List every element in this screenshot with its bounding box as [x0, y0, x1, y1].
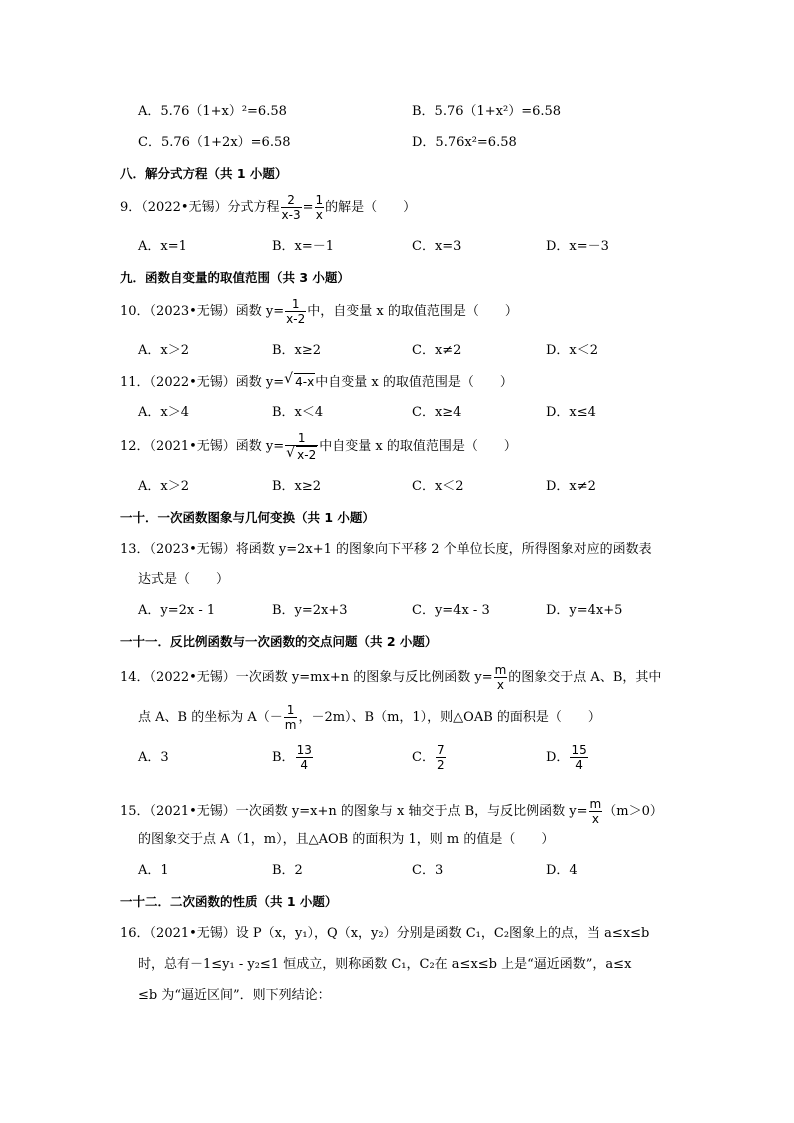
- q9-fraction-2-num: 1: [315, 193, 324, 207]
- q14-line-2-suffix: ，－2m）、B（m，1），则△OAB 的面积是（ ）: [298, 710, 601, 725]
- q14-fraction-1-over-m: [284, 703, 298, 732]
- q13-option-d[interactable]: D．y=4x+5: [546, 603, 623, 618]
- q13-option-c[interactable]: C．y=4x - 3: [412, 603, 490, 618]
- q11-prefix: 11．（2022•无锡）函数 y=: [120, 375, 285, 390]
- q14-option-b[interactable]: [272, 740, 314, 776]
- q9-prefix: 9．（2022•无锡）分式方程: [120, 200, 280, 215]
- sqrt-symbol-icon: √: [284, 371, 294, 387]
- q12-sqrt: [286, 446, 317, 462]
- q8-option-b[interactable]: B．5.76（1+x²）=6.58: [412, 104, 562, 119]
- section-heading-8: 八．解分式方程（共 1 小题）: [120, 166, 288, 181]
- q10-option-d[interactable]: D．x＜2: [546, 343, 599, 358]
- section-heading-11: 一十一．反比例函数与一次函数的交点问题（共 2 小题）: [120, 634, 438, 649]
- q14-fraction-m-over-x: [494, 663, 508, 692]
- q11-option-a[interactable]: A．x＞4: [138, 405, 189, 420]
- q14-option-d-label: D．: [546, 750, 570, 765]
- q14-fraction-2-num: 1: [284, 703, 298, 718]
- q15-option-c[interactable]: C．3: [412, 863, 444, 878]
- q14-option-d-num: 15: [571, 743, 587, 757]
- section-heading-10: 一十．一次函数图象与几何变换（共 1 小题）: [120, 510, 375, 525]
- q12-fraction-num: 1: [285, 431, 318, 446]
- q12-suffix: 中自变量 x 的取值范围是（ ）: [319, 439, 517, 454]
- q15-option-d[interactable]: D．4: [546, 863, 578, 878]
- q10-option-a[interactable]: A．x＞2: [138, 343, 189, 358]
- question-15-line-2: 的图象交于点 A（1，m），且△AOB 的面积为 1，则 m 的值是（ ）: [138, 832, 555, 847]
- q15-line-1-prefix: 15．（2021•无锡）一次函数 y=x+n 的图象与 x 轴交于点 B，与反比例函数 y=: [120, 804, 588, 819]
- q8-option-a[interactable]: A．5.76（1+x）²=6.58: [138, 104, 287, 119]
- q8-option-d[interactable]: D．5.76x²=6.58: [412, 135, 517, 150]
- q11-option-d[interactable]: D．x≤4: [546, 405, 596, 420]
- q12-fraction-den: [285, 446, 318, 462]
- q15-line-1-suffix: （m＞0）: [603, 804, 663, 819]
- section-heading-9: 九．函数自变量的取值范围（共 3 小题）: [120, 270, 350, 285]
- q9-fraction-2-den: x: [315, 208, 323, 222]
- q9-equals: =: [302, 200, 314, 215]
- q14-fraction-2-den: m: [284, 718, 297, 732]
- question-16-line-1: 16．（2021•无锡）设 P（x，y₁），Q（x，y₂）分别是函数 C₁，C₂图象上的点，当 a≤x≤b: [120, 926, 650, 941]
- q9-fraction-2: [315, 193, 325, 222]
- q14-line-1-suffix: 的图象交于点 A、B，其中: [508, 670, 662, 685]
- question-10: [120, 294, 518, 330]
- q12-fraction: [285, 431, 318, 462]
- question-9: [120, 190, 416, 226]
- q14-option-d[interactable]: [546, 740, 589, 776]
- question-13-line-1: 13．（2023•无锡）将函数 y=2x+1 的图象向下平移 2 个单位长度，所得图象对应的函数表: [120, 542, 652, 557]
- q9-option-d[interactable]: D．x=－3: [546, 239, 609, 254]
- question-11: [120, 372, 513, 393]
- q11-radicand: 4-x: [295, 375, 315, 389]
- question-16-line-2: 时，总有－1≤y₁ - y₂≤1 恒成立，则称函数 C₁，C₂在 a≤x≤b 上是“逼近函数”，a≤x: [138, 957, 632, 972]
- q15-option-b[interactable]: B．2: [272, 863, 303, 878]
- q14-option-b-fraction: [296, 743, 313, 772]
- q14-option-b-num: 13: [296, 743, 312, 757]
- q14-option-d-fraction: [570, 743, 587, 772]
- question-13-line-2: 达式是（ ）: [138, 572, 230, 587]
- q9-fraction-1-num: 2: [281, 193, 302, 208]
- q14-option-c-label: C．: [412, 750, 435, 765]
- q10-suffix: 中，自变量 x 的取值范围是（ ）: [307, 304, 518, 319]
- q14-option-c-den: 2: [436, 758, 445, 772]
- q15-fraction-num: m: [589, 797, 602, 811]
- q15-fraction-den: x: [591, 812, 599, 826]
- question-14-line-2: [138, 700, 601, 736]
- q11-sqrt: [284, 372, 315, 392]
- q9-fraction-1-den: x-3: [281, 208, 301, 222]
- q11-option-b[interactable]: B．x＜4: [272, 405, 324, 420]
- q14-option-a[interactable]: A．3: [138, 750, 169, 765]
- question-15-line-1: [120, 794, 663, 830]
- q12-option-d[interactable]: D．x≠2: [546, 479, 596, 494]
- q12-option-a[interactable]: A．x＞2: [138, 479, 189, 494]
- section-heading-12: 一十二．二次函数的性质（共 1 小题）: [120, 894, 338, 909]
- sqrt-symbol-icon: √: [286, 445, 296, 461]
- q10-option-b[interactable]: B．x≥2: [272, 343, 322, 358]
- q14-fraction-1-num: m: [494, 663, 507, 677]
- question-12: [120, 428, 517, 466]
- q14-option-c-num: 7: [436, 743, 445, 757]
- q9-fraction-1: [281, 193, 302, 222]
- q10-prefix: 10．（2023•无锡）函数 y=: [120, 304, 285, 319]
- q9-option-c[interactable]: C．x=3: [412, 239, 462, 254]
- q13-option-b[interactable]: B．y=2x+3: [272, 603, 348, 618]
- q11-suffix: 中自变量 x 的取值范围是（ ）: [315, 375, 513, 390]
- q12-option-b[interactable]: B．x≥2: [272, 479, 322, 494]
- q13-option-a[interactable]: A．y=2x - 1: [138, 603, 216, 618]
- q10-fraction: [285, 297, 306, 326]
- q14-option-b-label: B．: [272, 750, 295, 765]
- q8-option-c[interactable]: C．5.76（1+2x）=6.58: [138, 135, 291, 150]
- question-16-line-3: ≤b 为“逼近区间”．则下列结论：: [138, 988, 331, 1003]
- q14-option-b-den: 4: [300, 758, 309, 772]
- q10-fraction-den: x-2: [286, 312, 306, 326]
- q9-suffix: 的解是（ ）: [325, 200, 417, 215]
- q14-fraction-1-den: x: [496, 678, 504, 692]
- q9-option-a[interactable]: A．x=1: [138, 239, 187, 254]
- q15-option-a[interactable]: A．1: [138, 863, 169, 878]
- q14-option-d-den: 4: [575, 758, 583, 772]
- q14-option-c-fraction: [436, 743, 446, 772]
- q14-option-c[interactable]: [412, 740, 447, 776]
- q10-option-c[interactable]: C．x≠2: [412, 343, 462, 358]
- q12-prefix: 12．（2021•无锡）函数 y=: [120, 439, 285, 454]
- q9-option-b[interactable]: B．x=－1: [272, 239, 335, 254]
- q14-line-1-prefix: 14．（2022•无锡）一次函数 y=mx+n 的图象与反比例函数 y=: [120, 670, 493, 685]
- q10-fraction-num: 1: [285, 297, 306, 312]
- q12-radicand: x-2: [297, 448, 317, 462]
- question-14-line-1: [120, 660, 661, 696]
- q11-option-c[interactable]: C．x≥4: [412, 405, 462, 420]
- q12-option-c[interactable]: C．x＜2: [412, 479, 464, 494]
- q14-line-2-prefix: 点 A、B 的坐标为 A（－: [138, 710, 283, 725]
- q15-fraction: [589, 797, 603, 826]
